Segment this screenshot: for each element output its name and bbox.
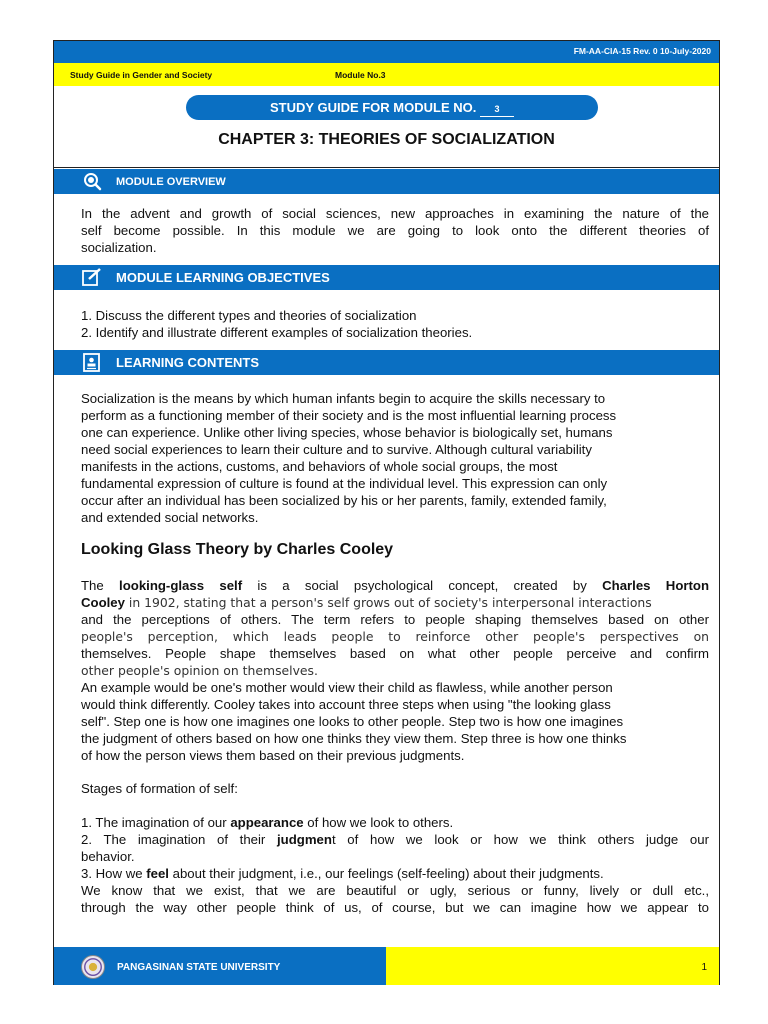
divider [54,167,719,168]
stages-label: Stages of formation of self: [81,781,238,796]
looking-glass-paragraph [81,577,709,764]
document-person-icon [82,353,102,372]
module-overview-heading: MODULE OVERVIEW [116,176,226,188]
paragraph-line: and the perceptions of others. The term refers to people shaping themselves based on other [81,612,709,627]
intro-line: one can experience. Unlike other living species, whose behavior is biologically set, humans [81,425,613,440]
magnifier-icon [82,172,102,191]
paragraph-line: self". Step one is how one imagines one looks to other people. Step two is how one imagines [81,714,624,729]
paragraph-line: through the way other people think of us, of course, but we can imagine how we appear to [81,900,709,915]
stage-item-continued: behavior. [81,849,135,864]
header-bar [54,41,719,63]
paragraph-line: Cooley in 1902, stating that a person's self grows out of society's interpersonal interactions [81,595,652,610]
module-overview-bar [54,169,719,194]
paragraph-line: other people's opinion on themselves. [81,663,318,678]
university-name: PANGASINAN STATE UNIVERSITY [117,962,281,973]
overview-line: In the advent and growth of social sciences, new approaches in examining the nature of the [81,206,709,221]
objectives-list [81,307,709,341]
stage-item: 2. The imagination of their judgment of how we look or how we think others judge our [81,832,709,847]
section-title: Looking Glass Theory by Charles Cooley [81,541,394,558]
learning-contents-heading: LEARNING CONTENTS [116,355,259,370]
overview-line: socialization. [81,240,157,255]
form-code: FM-AA-CIA-15 Rev. 0 10-July-2020 [573,46,711,56]
footer-page-bar [386,947,719,985]
course-bar [54,63,719,86]
learning-objectives-bar [54,265,719,290]
intro-line: and extended social networks. [81,510,259,525]
term-looking-glass-self: looking-glass self [119,578,243,593]
page-number: 1 [701,962,707,973]
module-number: 3 [480,102,514,117]
document-page [53,40,720,985]
intro-line: manifests in the actions, customs, and behaviors of whole social groups, the most [81,459,558,474]
paragraph-line: The looking-glass self is a social psychological concept, created by Charles Horton [81,578,710,593]
course-title: Study Guide in Gender and Society [70,70,213,80]
chapter-title: CHAPTER 3: THEORIES OF SOCIALIZATION [218,131,555,148]
author-name: Charles Horton [602,578,710,593]
stages-list [81,814,709,882]
paragraph-line: of how the person views them based on their previous judgments. [81,748,465,763]
intro-paragraph [81,390,709,526]
objective-item: 2. Identify and illustrate different examples of socialization theories. [81,325,473,340]
paragraph-line: themselves. People shape themselves based on what other people perceive and confirm [81,646,709,661]
pencil-edit-icon [82,268,102,287]
closing-paragraph [81,882,709,916]
paragraph-line: An example would be one's mother would view their child as flawless, while another person [81,680,613,695]
objective-item: 1. Discuss the different types and theories of socialization [81,308,417,323]
module-number-label: Module No.3 [335,70,386,80]
paragraph-line: the judgment of others based on how one thinks they view them. Step three is how one thinks [81,731,627,746]
study-guide-banner [186,95,598,120]
intro-line: need social experiences to learn their culture and to survive. Although cultural variability [81,442,592,457]
stage-item: 1. The imagination of our appearance of how we look to others. [81,815,454,830]
study-guide-label: STUDY GUIDE FOR MODULE NO. [270,100,477,115]
paragraph-line: would think differently. Cooley takes into account three steps when using "the looking glass [81,697,611,712]
paragraph-line: people's perception, which leads people to reinforce other people's perspectives on [81,629,709,644]
paragraph-line: We know that we exist, that we are beautiful or ugly, serious or funny, lively or dull etc., [81,883,709,898]
university-seal-icon [81,955,105,979]
overview-text [81,205,709,256]
learning-contents-bar [54,350,719,375]
footer-university-bar [54,947,386,985]
intro-line: perform as a functioning member of their society and is the most influential learning process [81,408,617,423]
stage-item: 3. How we feel about their judgment, i.e., our feelings (self-feeling) about their judgments. [81,866,604,881]
learning-objectives-heading: MODULE LEARNING OBJECTIVES [116,270,330,285]
intro-line: Socialization is the means by which human infants begin to acquire the skills necessary to [81,391,606,406]
intro-line: fundamental expression of culture is found at the individual level. This expression can only [81,476,608,491]
intro-line: occur after an individual has been socialized by his or her parents, family, extended family, [81,493,607,508]
overview-line: self become possible. In this module we are going to look onto the different theories of [81,223,709,238]
